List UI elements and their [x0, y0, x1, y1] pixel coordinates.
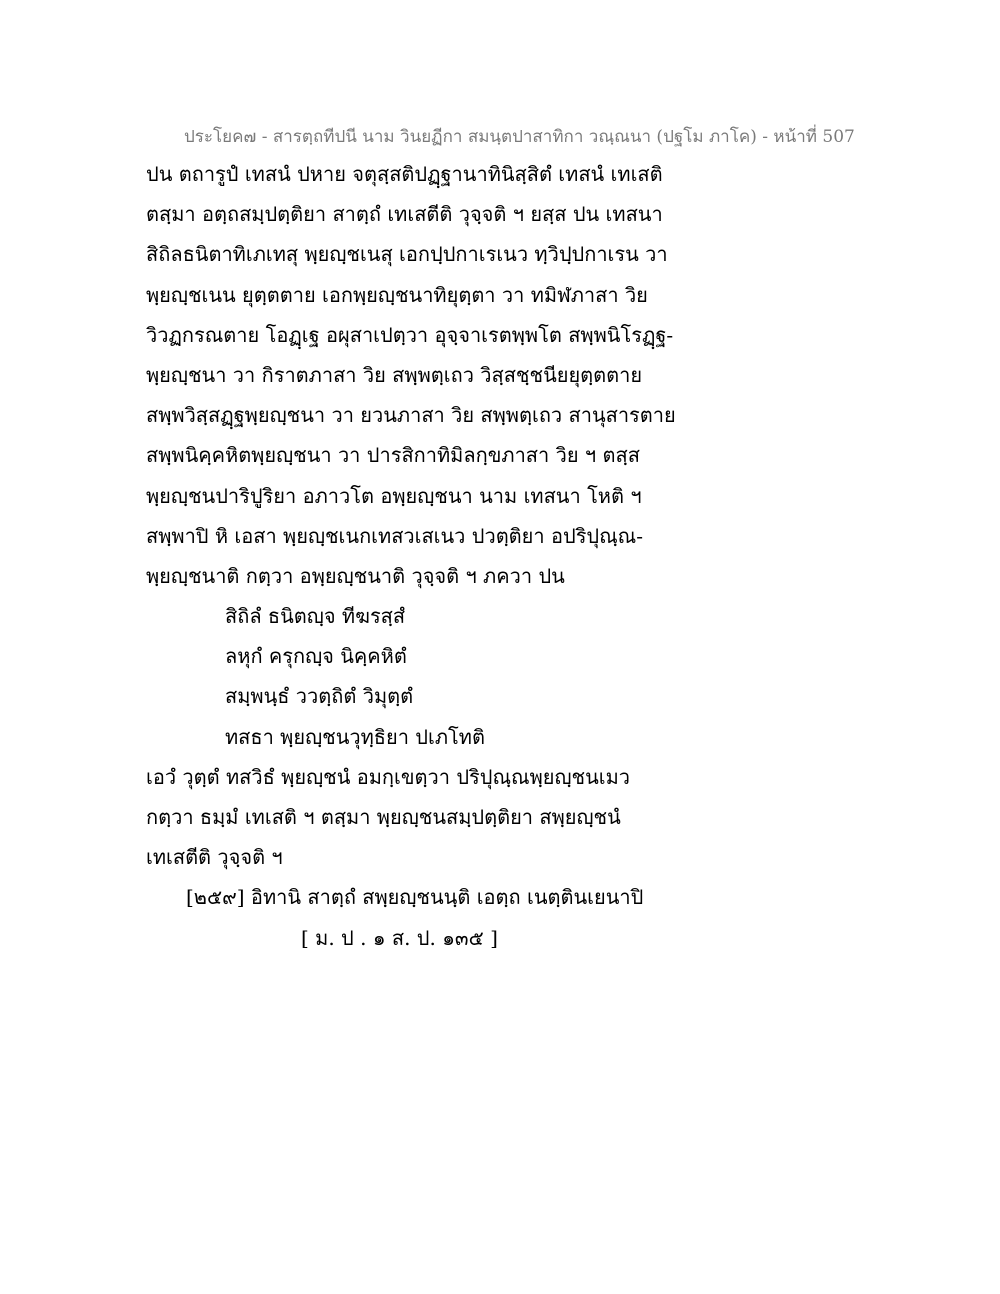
verse-line: สมฺพนฺธํ ววตฺถิตํ วิมุตฺตํ [225, 684, 414, 709]
verse-line: ลหุกํ ครุกญฺจ นิคฺคหิตํ [225, 644, 407, 669]
text-line: สิถิลธนิตาทิเภเทสุ พฺยญฺชเนสุ เอกปฺปกาเรเนว ทฺวิปฺปกาเรน วา [146, 242, 668, 267]
text-line: กตฺวา ธมฺมํ เทเสติ ฯ ตสฺมา พฺยญฺชนสมฺปตฺติยา สพฺยญฺชนํ [146, 805, 621, 829]
text-line: เอวํ วุตฺตํ ทสวิธํ พฺยญฺชนํ อมกฺเขตฺวา ปริปุณฺณพฺยญฺชนเมว [146, 764, 631, 789]
text-line: วิวฏกรณตาย โอฏฺเฐ อผุสาเปตฺวา อุจฺจาเรตพฺพโต สพฺพนิโรฏฺฐ- [146, 322, 674, 347]
text-line: พฺยญฺชเนน ยุตฺตตาย เอกพฺยญฺชนาทิยุตฺตา วา ทมิฬภาสา วิย [146, 282, 648, 307]
text-line: พฺยญฺชนา วา กิราตภาสา วิย สพฺพตฺเถว วิสฺสชฺชนียยุตฺตตาย [146, 362, 643, 387]
text-line: พฺยญฺชนาติ กตฺวา อพฺยญฺชนาติ วุจฺจติ ฯ ภควา ปน [146, 563, 565, 588]
paragraph-start-line: [๒๕๙] อิทานิ สาตฺถํ สพฺยญฺชนนฺติ เอตฺถ เนตฺตินเยนาปิ [186, 885, 644, 910]
verse-line: สิถิลํ ธนิตญฺจ ทีฆรสฺสํ [225, 604, 406, 629]
document-body [146, 158, 846, 962]
page-header: ประโยค๗ - สารตฺถทีปนี นาม วินยฏีกา สมนฺตปาสาทิกา วณฺณนา (ปฐโม ภาโค) - หน้าที่ 507 [184, 127, 855, 147]
text-line: ปน ตถารูปํ เทสนํ ปหาย จตุสฺสติปฏฺฐานาทินิสฺสิตํ เทสนํ เทเสติ [146, 162, 663, 186]
text-line: เทเสตีติ วุจฺจติ ฯ [146, 845, 283, 870]
text-line: ตสฺมา อตฺถสมฺปตฺติยา สาตฺถํ เทเสตีติ วุจฺจติ ฯ ยสฺส ปน เทสนา [146, 202, 663, 227]
text-line: สพฺพวิสฺสฏฺฐพฺยญฺชนา วา ยวนภาสา วิย สพฺพตฺเถว สานุสารตาย [146, 403, 676, 428]
text-line: สพฺพนิคฺคหิตพฺยญฺชนา วา ปารสิกาทิมิลกฺขภาสา วิย ฯ ตสฺส [146, 443, 640, 468]
text-line: พฺยญฺชนปาริปูริยา อภาวโต อพฺยญฺชนา นาม เทสนา โหติ ฯ [146, 483, 642, 508]
text-line: สพฺพาปิ หิ เอสา พฺยญฺชเนกเทสวเสเนว ปวตฺติยา อปริปุณฺณ- [146, 523, 643, 548]
verse-line: ทสธา พฺยญฺชนวุทฺธิยา ปเภโทติ [225, 724, 485, 749]
reference-line: [ ม. ป . ๑ ส. ป. ๑๓๕ ] [301, 925, 498, 950]
